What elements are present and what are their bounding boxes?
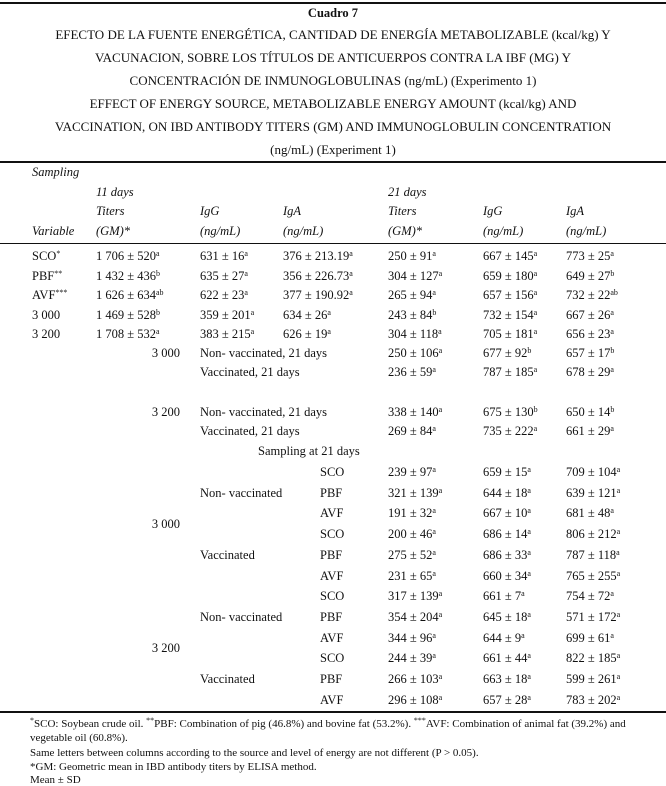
group-label: Vaccinated: [200, 672, 255, 686]
table-cell: $686 \pm 14^a$: [483, 527, 531, 542]
column-unit: (ng/mL): [200, 224, 241, 238]
column-header: IgA: [283, 204, 302, 218]
table-cell: $657 \pm 156^a$: [483, 288, 538, 302]
table-cell: $686 \pm 33^a$: [483, 547, 531, 562]
variable-header: Variable: [32, 224, 75, 238]
table-cell: $599 \pm 261^a$: [566, 672, 621, 686]
table-cell: $265 \pm 94^a$: [388, 288, 436, 302]
table-cell: $250 \pm 91^a$: [388, 249, 436, 263]
table-cell: $236 \pm 59^a$: [388, 365, 436, 379]
table-cell: $239 \pm 97^a$: [388, 465, 436, 479]
table-cell: $191 \pm 32^a$: [388, 506, 436, 521]
footnote-sources: *SCO: Soybean crude oil. **PBF: Combination of pig (46.8%) and bovine fat (53.2%). ***AVF: Combination of animal fat (39.2%) and vegetable oil (60.8%).: [30, 716, 626, 744]
table-cell: $644 \pm 18^a$: [483, 485, 531, 500]
table-cell: $650 \pm 14^b$: [566, 405, 615, 419]
table-cell: $709 \pm 104^a$: [566, 465, 621, 479]
group-label: Non- vaccinated: [200, 610, 283, 624]
table-cell: $644 \pm 9^a$: [483, 630, 525, 645]
row-label: 3 200: [32, 327, 61, 341]
group-label: Vaccinated: [200, 548, 255, 562]
table-cell: $661 \pm 29^a$: [566, 424, 614, 438]
table-cell: 356 ± 226.73$^a$: [283, 268, 353, 283]
column-header: Titers: [96, 204, 125, 218]
table-cell: $732 \pm 154^a$: [483, 307, 538, 322]
table-cell: $822 \pm 185^a$: [566, 651, 621, 666]
source-label: SCO: [320, 589, 345, 604]
table-cell: $626 \pm 19^a$: [283, 327, 331, 341]
table-cell: $571 \pm 172^a$: [566, 609, 621, 624]
table-cell: $338 \pm 140^a$: [388, 405, 443, 419]
table-cell: $634 \pm 26^a$: [283, 307, 331, 322]
table-cell: $656 \pm 23^a$: [566, 327, 614, 341]
table-cell: $304 \pm 127^a$: [388, 268, 443, 283]
group-label: Non- vaccinated: [200, 486, 283, 500]
source-label: SCO: [320, 527, 345, 542]
vaccination-label: Non- vaccinated, 21 days: [200, 346, 328, 360]
table-bottom-rule: [0, 711, 666, 713]
column-unit: (ng/mL): [483, 224, 524, 238]
table-cell: $657 \pm 17^b$: [566, 346, 615, 360]
table-cell: 1 $432 \pm 436^b$: [96, 268, 160, 283]
table-cell: $667 \pm 26^a$: [566, 307, 614, 322]
source-label: AVF: [320, 692, 344, 707]
energy-level-label: 3 200: [151, 641, 180, 655]
row-label: AVF***: [32, 288, 68, 302]
column-unit: (ng/mL): [283, 224, 324, 238]
table-cell: 1 $626 \pm 634^{ab}$: [96, 288, 164, 302]
table-cell: $359 \pm 201^a$: [200, 307, 255, 322]
row-label: 3 000: [32, 307, 61, 322]
table-cell: $649 \pm 27^b$: [566, 268, 615, 283]
table-cell: $677 \pm 92^b$: [483, 346, 532, 360]
table-cell: $765 \pm 255^a$: [566, 568, 621, 583]
table-cell: 376 ± 213.19$^a$: [283, 249, 353, 263]
table-cell: $354 \pm 204^a$: [388, 609, 443, 624]
table-cell: 1 $469 \pm 528^b$: [96, 307, 160, 322]
table-cell: $645 \pm 18^a$: [483, 609, 531, 624]
table-cell: $675 \pm 130^b$: [483, 405, 538, 419]
column-header: IgG: [200, 204, 220, 218]
table-cell: $243 \pm 84^b$: [388, 307, 437, 322]
table-cell: $321 \pm 139^a$: [388, 485, 443, 500]
table-cell: $344 \pm 96^a$: [388, 630, 436, 645]
table-cell: $200 \pm 46^a$: [388, 527, 436, 542]
vaccination-label: Vaccinated, 21 days: [200, 424, 300, 438]
column-unit: (GM)*: [96, 224, 131, 238]
table-cell: $667 \pm 145^a$: [483, 249, 538, 263]
table-cell: $635 \pm 27^a$: [200, 268, 248, 283]
source-label: AVF: [320, 568, 344, 583]
header-top-rule: [0, 161, 666, 163]
table-cell: $732 \pm 22^{ab}$: [566, 288, 618, 302]
table-cell: $661 \pm 44^a$: [483, 651, 531, 666]
title-es-line: VACUNACION, SOBRE LOS TÍTULOS DE ANTICUERPOS CONTRA LA IBF (MG) Y: [94, 50, 572, 65]
table-cell: $660 \pm 34^a$: [483, 568, 531, 583]
source-label: SCO: [320, 465, 345, 479]
source-label: PBF: [320, 672, 343, 686]
column-header: IgG: [483, 204, 503, 218]
table-cell: $699 \pm 61^a$: [566, 630, 614, 645]
table-cell: $275 \pm 52^a$: [388, 547, 436, 562]
table-cell: $667 \pm 10^a$: [483, 506, 531, 521]
table-cell: $806 \pm 212^a$: [566, 527, 621, 542]
sampling-21-header: Sampling at 21 days: [258, 444, 360, 458]
table-cell: $783 \pm 202^a$: [566, 692, 621, 707]
table-cell: $659 \pm 15^a$: [483, 465, 531, 479]
source-label: PBF: [320, 547, 343, 562]
top-rule: [0, 2, 666, 4]
table-cell: $266 \pm 103^a$: [388, 672, 443, 686]
column-unit: (ng/mL): [566, 224, 607, 238]
row-label: SCO*: [32, 249, 61, 263]
table-cell: $787 \pm 118^a$: [566, 547, 620, 562]
title-en-line: EFFECT OF ENERGY SOURCE, METABOLIZABLE ENERGY AMOUNT (kcal/kg) AND: [89, 96, 577, 111]
source-label: PBF: [320, 609, 343, 624]
title-es-line: EFECTO DE LA FUENTE ENERGÉTICA, CANTIDAD DE ENERGÍA METABOLIZABLE (kcal/kg) Y: [55, 27, 611, 42]
table-cell: $657 \pm 28^a$: [483, 692, 531, 707]
table-cell: $622 \pm 23^a$: [200, 288, 248, 302]
table-cell: $269 \pm 84^a$: [388, 424, 436, 438]
table-cell: $659 \pm 180^a$: [483, 268, 538, 283]
energy-level-label: 3 200: [151, 405, 180, 419]
energy-level-label: 3 000: [151, 517, 180, 531]
table-cell: $735 \pm 222^a$: [483, 424, 538, 438]
table-cell: 377 ± 190.92$^a$: [283, 288, 353, 302]
title-en-line: (ng/mL) (Experiment 1): [270, 142, 396, 157]
table-cell: 1 $708 \pm 532^a$: [96, 327, 160, 341]
table-cell: $787 \pm 185^a$: [483, 365, 538, 379]
source-label: SCO: [320, 651, 345, 666]
header-bottom-rule: [0, 243, 666, 244]
energy-level-label: 3 000: [151, 346, 180, 360]
table-cell: $250 \pm 106^a$: [388, 346, 443, 360]
vaccination-label: Non- vaccinated, 21 days: [200, 405, 328, 419]
table-cell: $383 \pm 215^a$: [200, 327, 255, 341]
table-number: Cuadro 7: [307, 6, 359, 20]
source-label: AVF: [320, 506, 344, 521]
row-label: PBF**: [32, 268, 63, 283]
title-en-line: VACCINATION, ON IBD ANTIBODY TITERS (GM) AND IMMUNOGLOBULIN CONCENTRATION: [54, 119, 612, 134]
table-cell: $681 \pm 48^a$: [566, 506, 614, 521]
table-cell: $639 \pm 121^a$: [566, 485, 621, 500]
footnote-letters: Same letters between columns according to the source and level of energy are not different (P > 0.05).: [30, 747, 479, 759]
column-header: IgA: [566, 204, 585, 218]
day21-header: 21 days: [388, 185, 427, 199]
table-cell: $296 \pm 108^a$: [388, 692, 443, 707]
table-cell: $244 \pm 39^a$: [388, 651, 436, 666]
source-label: AVF: [320, 630, 344, 645]
vaccination-label: Vaccinated, 21 days: [200, 365, 300, 379]
table-cell: $754 \pm 72^a$: [566, 589, 614, 604]
table-cell: $678 \pm 29^a$: [566, 365, 614, 379]
column-header: Titers: [388, 204, 417, 218]
footnote-mean: Mean ± SD: [30, 774, 81, 786]
table-cell: $773 \pm 25^a$: [566, 249, 614, 263]
table-cell: $317 \pm 139^a$: [388, 589, 443, 604]
title-es-line: CONCENTRACIÓN DE INMUNOGLOBULINAS (ng/mL) (Experimento 1): [129, 73, 537, 88]
table-cell: $231 \pm 65^a$: [388, 568, 436, 583]
table-cell: $661 \pm 7^a$: [483, 589, 525, 604]
table-cell: $705 \pm 181^a$: [483, 327, 538, 341]
sampling-header: Sampling: [32, 165, 80, 179]
day11-header: 11 days: [96, 185, 134, 199]
table-cell: $663 \pm 18^a$: [483, 672, 531, 686]
table-cell: $304 \pm 118^a$: [388, 327, 442, 341]
column-unit: (GM)*: [388, 224, 423, 238]
table-cell: 1 $706 \pm 520^a$: [96, 249, 160, 263]
table-cell: $631 \pm 16^a$: [200, 249, 248, 263]
footnote-gm: *GM: Geometric mean in IBD antibody titers by ELISA method.: [30, 761, 317, 773]
source-label: PBF: [320, 485, 343, 500]
